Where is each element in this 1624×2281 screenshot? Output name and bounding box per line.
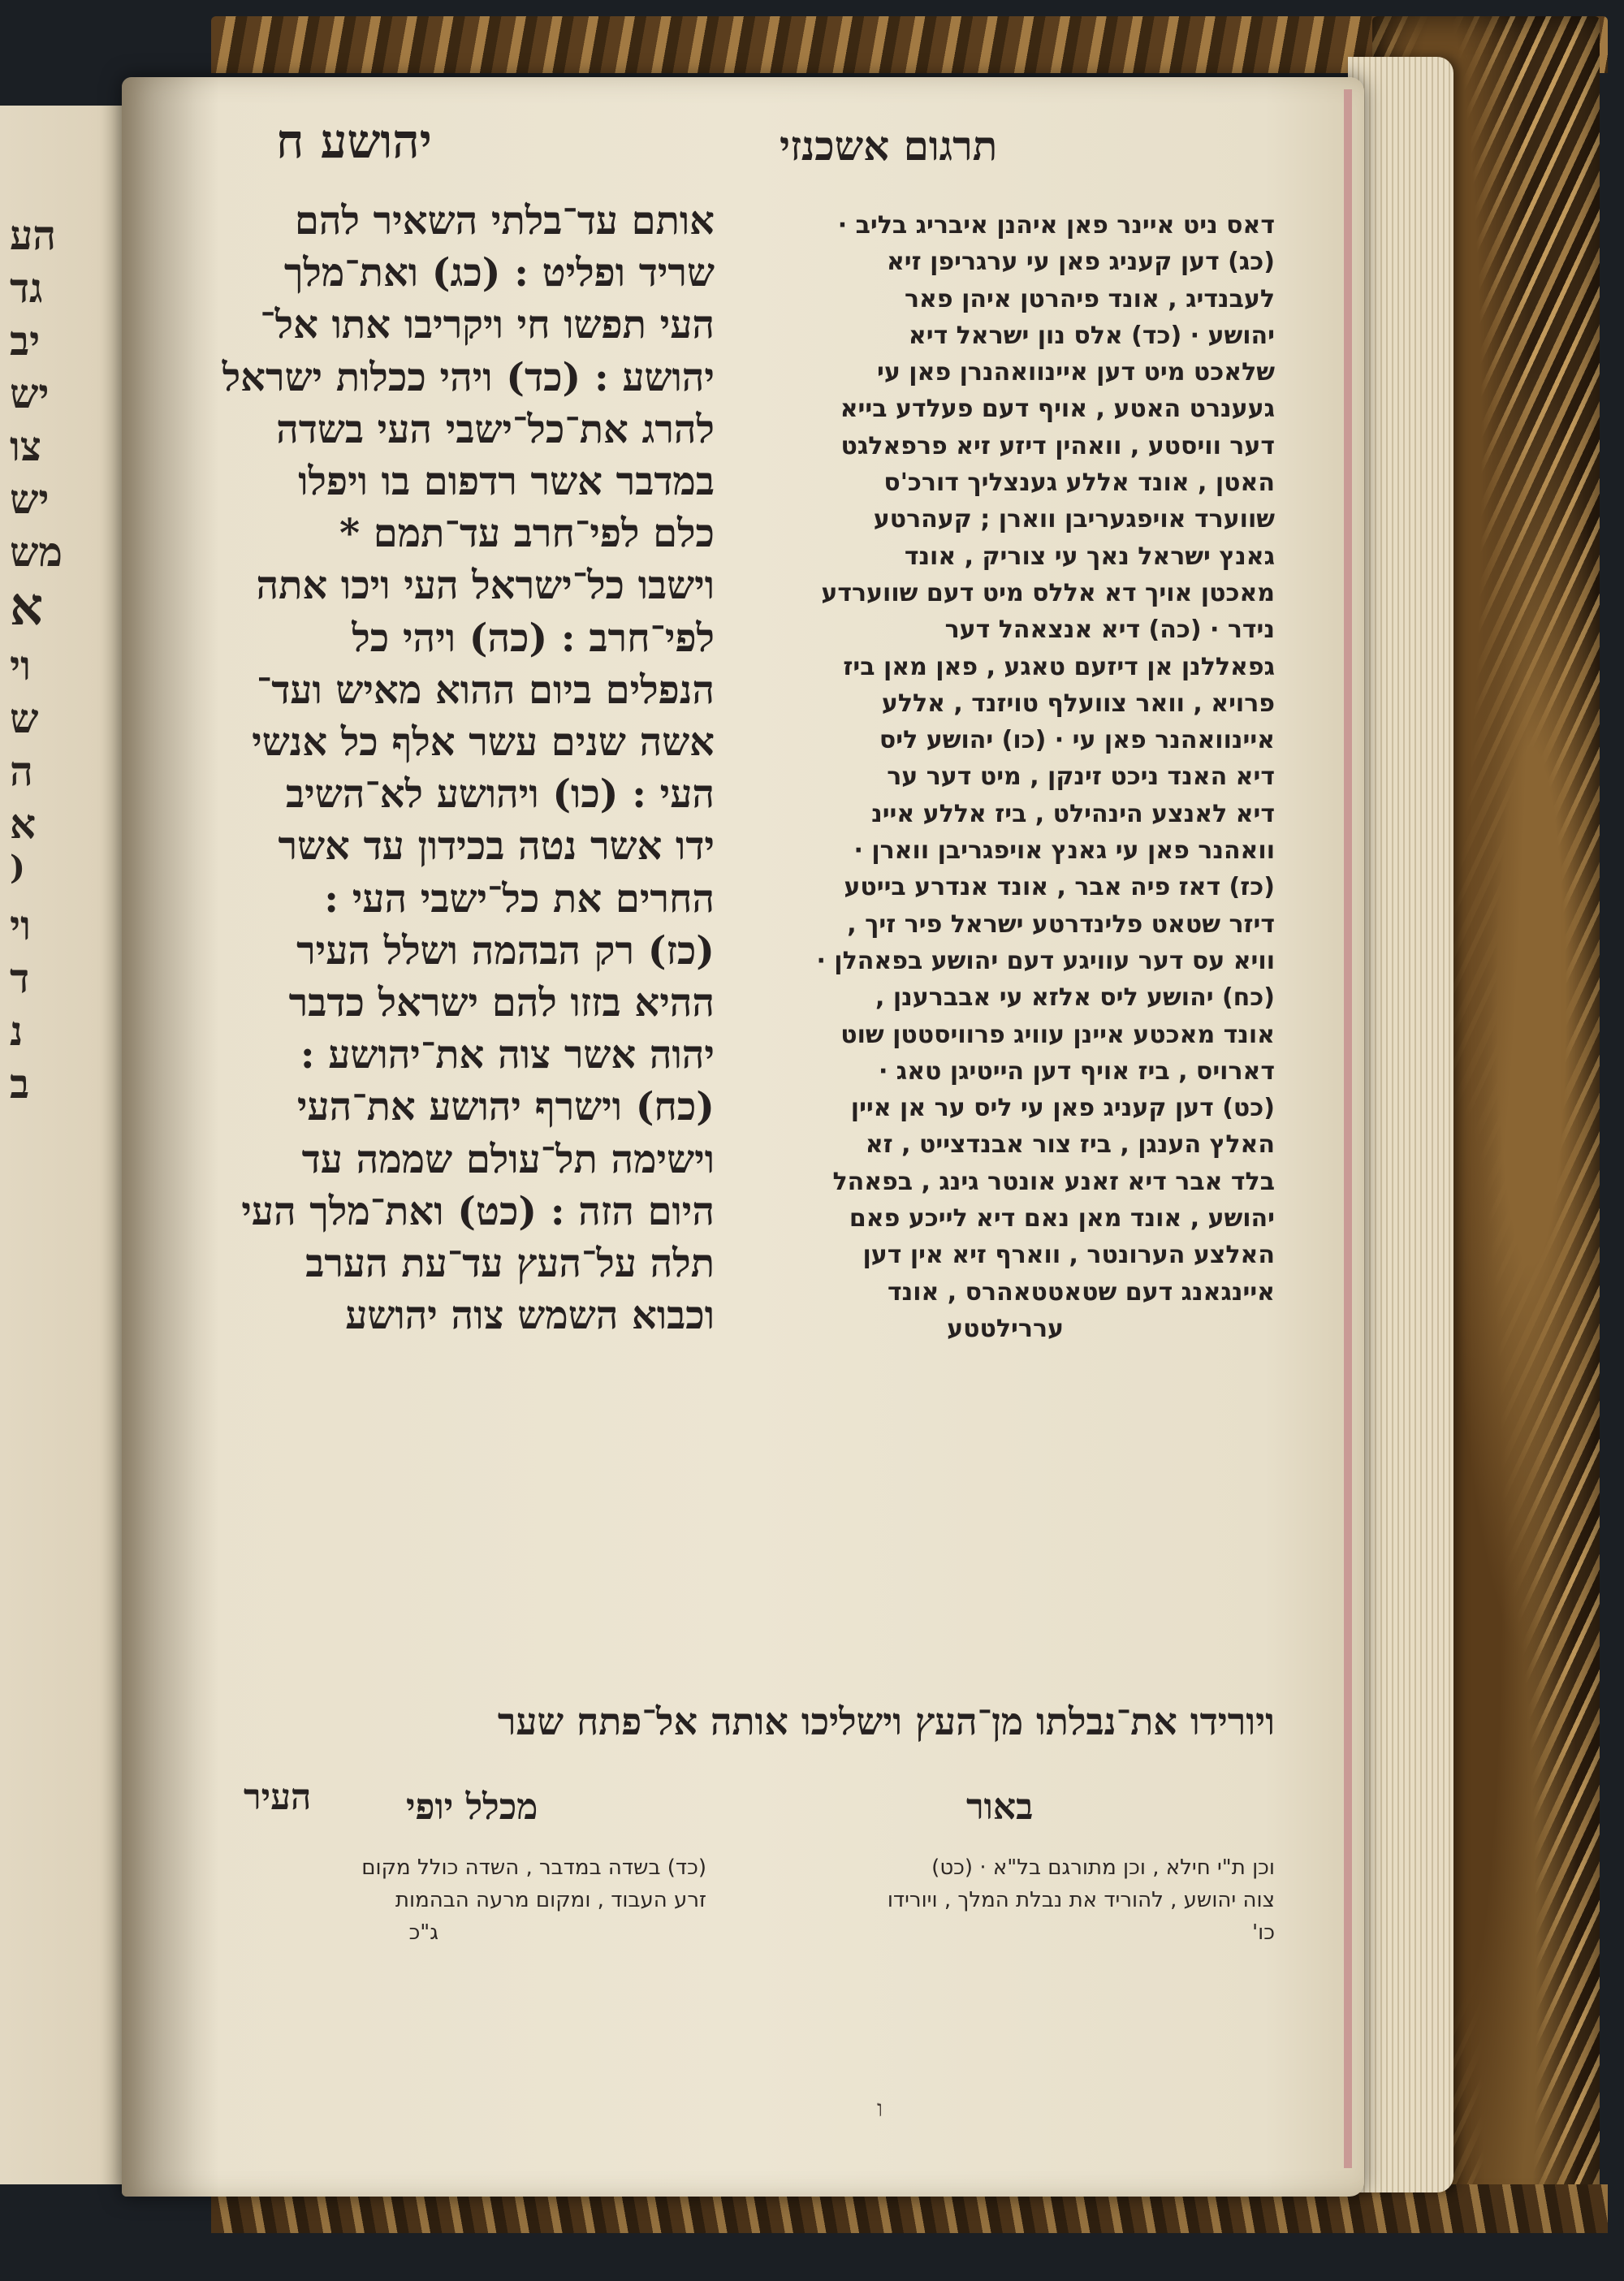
yiddish-line: דיא לאנצע הינהילט , ביז אללע איינ (871, 799, 1275, 828)
yiddish-line: האלץ הענגן , ביז צור אבנדצייט , זא (865, 1130, 1275, 1160)
full-width-verse-line: ויורידו את־נבלתו מן־העץ וישליכו אותה אל־פתח שער (497, 1700, 1275, 1743)
left-page-fragment: וי (10, 901, 31, 949)
header-left-title: יהושע ח (276, 114, 432, 169)
yiddish-line: גפאללנן אן דיזעם טאגע , פאן מאן ביז (843, 652, 1275, 681)
left-page-fragment: צו (10, 422, 41, 470)
hebrew-line: יהוה אשר צוה את־יהושע : (300, 1032, 715, 1078)
biur-commentary (747, 1851, 1275, 1949)
hebrew-line: היום הזה : (כט) ואת־מלך העי (241, 1188, 715, 1234)
yiddish-line: געענרט האטע , אויף דעם פעלדע בייא (840, 395, 1275, 424)
left-page-fragment: מש (10, 528, 63, 576)
left-page-fragment: א (10, 800, 37, 848)
hebrew-line: אותם עד־בלתי השאיר להם (294, 198, 715, 244)
hebrew-line: שריד ופליט : (כג) ואת־מלך (283, 250, 715, 296)
left-page-fragment: ש (10, 694, 39, 742)
hebrew-line: במדבר אשר רדפום בו ויפלו (298, 459, 715, 505)
hebrew-line: ידו אשר נטה בכידון עד אשר (278, 823, 715, 870)
left-page-fragment: א (10, 577, 44, 637)
michlal-yofi-commentary (162, 1851, 706, 1949)
commentary-line: כו' (1252, 1920, 1275, 1945)
yiddish-line: וויא עס דער עוויגע דעם יהושע בפאהלן · (816, 946, 1275, 975)
hebrew-line: ההיא בזזו להם ישראל כדבר (288, 980, 715, 1026)
commentary-line: (כד) בשדה במדבר , השדה כולל מקום (361, 1855, 706, 1880)
commentary-line: זרע העבוד , ומקום מרעה הבהמות (395, 1888, 706, 1912)
hebrew-line: להרג את־כל־ישבי העי בשדה (276, 406, 715, 452)
hebrew-line: וכבוא השמש צוה יהושע (345, 1293, 715, 1339)
hebrew-line: וישבו כל־ישראל העי ויכו אתה (256, 563, 715, 609)
hebrew-text-column (142, 195, 715, 1341)
left-page-fragment: הע (10, 211, 57, 259)
yiddish-line: דארויס , ביז אויף דען הייטיגן טאג · (878, 1056, 1275, 1086)
left-page-fragment: ה (10, 747, 33, 795)
yiddish-line: האלצע הערונטר , ווארף זיא אין דען (862, 1241, 1275, 1270)
hebrew-line: (כח) וישרף יהושע את־העי (296, 1084, 715, 1130)
commentary-line: וכן ת"י חילא , וכן מתורגם בל"א · (כט) (931, 1855, 1275, 1880)
yiddish-line: דיא האנד ניכט זינקן , מיט דער ער (887, 762, 1275, 792)
left-page-fragment: גד (10, 264, 43, 312)
yiddish-line: יהושע · (כד) אלס נון ישראל דיא (908, 321, 1275, 350)
yiddish-line: גאנץ ישראל נאך עי צוריק , אונד (904, 542, 1275, 571)
hebrew-line: הנפלים ביום ההוא מאיש ועד־ (256, 667, 715, 713)
hebrew-line: החרים את כל־ישבי העי : (324, 875, 715, 922)
page-edge-stripe (1344, 89, 1352, 2168)
yiddish-line: פרויא , וואר צוועלף טויזנד , אללע (881, 689, 1275, 718)
hebrew-line: (כז) רק הבהמה ושלל העיר (296, 927, 715, 974)
left-page-fragment: נ (10, 1007, 24, 1055)
left-page-fragment: ד (10, 954, 30, 1002)
left-page-fragment: ב (10, 1060, 30, 1108)
hebrew-line: תלה על־העץ עד־עת הערב (305, 1241, 715, 1287)
biur-heading: באור (966, 1786, 1034, 1828)
hebrew-line: יהושע : (כד) ויהי ככלות ישראל (222, 354, 715, 400)
commentary-line: ג"כ (408, 1920, 438, 1945)
yiddish-line: דאס ניט איינר פאן איהנן איבריג בליב · (837, 211, 1275, 240)
yiddish-line: (כג) דען קעניג פאן עי ערגריפן זיא (886, 248, 1275, 277)
left-page-fragment: יב (10, 317, 41, 365)
left-page-fragment: ( (10, 849, 25, 887)
yiddish-line: איינוואהנר פאן עי · (כו) יהושע ליס (879, 726, 1275, 755)
left-page-fragment: וי (10, 642, 31, 689)
hebrew-line: העי תפשו חי ויקריבו אתו אל־ (260, 302, 715, 348)
folio-mark: ו (877, 2095, 883, 2122)
hebrew-line: וישימה תל־עולם שממה עד (301, 1136, 715, 1182)
yiddish-line: מאכטן אויך דא אללס מיט דעם שווערדע (821, 578, 1275, 607)
left-facing-page (0, 106, 142, 2184)
hebrew-line: לפי־חרב : (כה) ויהי כל (352, 615, 715, 661)
yiddish-line: בלד אבר דיא זאנע אונטר גינג , בפאהל (832, 1167, 1275, 1196)
hebrew-line: אשה שנים עשר אלף כל אנשי (252, 719, 715, 766)
yiddish-line: נידר · (כה) דיא אנצאהל דער (944, 616, 1275, 645)
michlal-yofi-heading: מכלל יופי (406, 1786, 538, 1828)
yiddish-line: וואהנר פאן עי גאנץ אויפגריבן ווארן · (853, 836, 1275, 866)
hebrew-line: כלם לפי־חרב עד־תמם * (339, 511, 715, 557)
yiddish-line: שלאכט מיט דען איינוואהנרן פאן עי (877, 358, 1275, 387)
yiddish-line: האטן , אונד אללע גענצליך דורכ'ס (883, 469, 1275, 498)
yiddish-line: (כז) דאז פיה אבר , אונד אנדרע בייטע (844, 873, 1275, 902)
left-page-fragment: יש (10, 369, 50, 417)
yiddish-translation-column (715, 207, 1275, 1347)
commentary-line: צוה יהושע , להוריד את נבלת המלך , ויורידו (887, 1888, 1275, 1912)
yiddish-line: דער וויסטע , וואהין דיזע זיא פרפאלגט (840, 431, 1275, 460)
yiddish-line: עררילטטע (947, 1314, 1064, 1343)
hair-heading: העיר (244, 1777, 312, 1818)
header-right-title: תרגום אשכנזי (780, 122, 998, 170)
yiddish-line: (כט) דען קעניג פאן עי ליס ער אן איין (850, 1094, 1275, 1123)
yiddish-line: איינגאנג דעם שטאטטאהרס , אונד (887, 1277, 1275, 1307)
yiddish-line: לעבנדיג , אונד פיהרטן איהן פאר (904, 284, 1275, 313)
yiddish-line: אונד מאכטע איינן עוויג פרוויסטטן שוט (840, 1020, 1275, 1049)
yiddish-line: (כח) יהושע ליס אלזא עי אבברענן , (875, 983, 1275, 1013)
hebrew-line: העי : (כו) ויהושע לא־השיב (286, 771, 715, 818)
yiddish-line: יהושע , אונד מאן נאם דיא לייכע פאם (849, 1204, 1275, 1233)
left-page-fragment: יש (10, 475, 50, 523)
yiddish-line: שווערד אויפגעריבן ווארן ; קעהרטע (873, 505, 1275, 534)
yiddish-line: דיזר שטאט פלינדרטע ישראל פיר זיך , (847, 909, 1275, 939)
